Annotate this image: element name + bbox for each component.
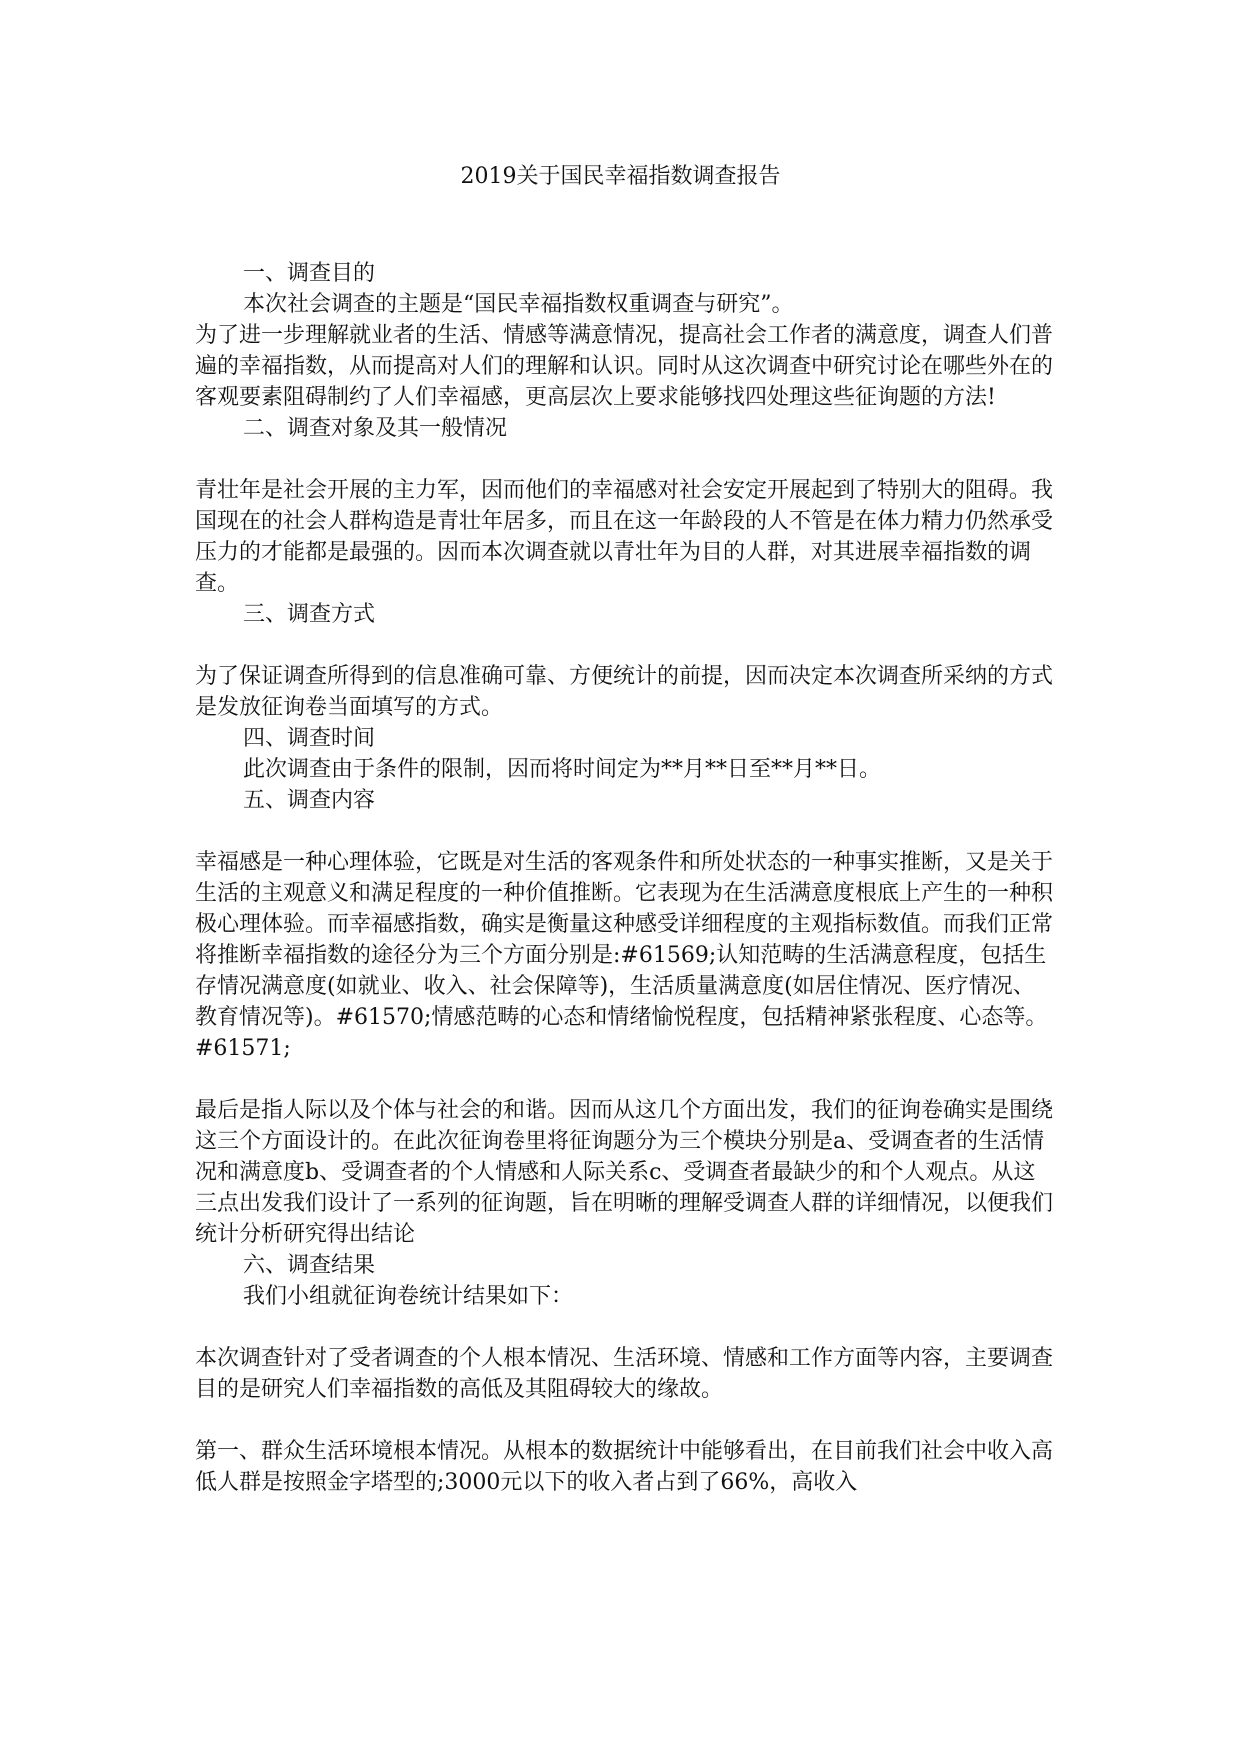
body-paragraph: 最后是指人际以及个体与社会的和谐。因而从这几个方面出发，我们的征询卷确实是围绕这三个方面设计的。在此次征询卷里将征询题分为三个模块分别是a、受调查者的生活情况和满意度b、受调查者的个人情感和人际关系c、受调查者最缺少的和个人观点。从这三点出发我们设计了一系列的征询题，旨在明晰的理解受调查人群的详细情况，以便我们统计分析研究得出结论 [195, 1098, 1054, 1247]
section-heading: 三、调查方式 [243, 602, 376, 627]
document-title: 2019关于国民幸福指数调查报告 [460, 164, 781, 189]
body-paragraph: 本次社会调查的主题是“国民幸福指数权重调查与研究”。 [243, 292, 794, 317]
body-paragraph: 为了保证调查所得到的信息准确可靠、方便统计的前提，因而决定本次调查所采纳的方式是发放征询卷当面填写的方式。 [195, 664, 1054, 720]
section-heading: 四、调查时间 [243, 726, 376, 751]
body-paragraph: 幸福感是一种心理体验，它既是对生活的客观条件和所处状态的一种事实推断，又是关于生活的主观意义和满足程度的一种价值推断。它表现为在生活满意度根底上产生的一种积极心理体验。而幸福感指数，确实是衡量这种感受详细程度的主观指标数值。而我们正常将推断幸福指数的途径分为三个方面分别是:#61569;认知范畴的生活满意程度，包括生存情况满意度(如就业、收入、社会保障等)，生活质量满意度(如居住情况、医疗情况、教育情况等)。#61570;情感范畴的心态和情绪愉悦程度，包括精神紧张程度、心态等。#61571; [195, 850, 1054, 1061]
section-heading: 一、调查目的 [243, 261, 376, 286]
body-paragraph: 我们小组就征询卷统计结果如下： [243, 1284, 574, 1309]
section-heading: 二、调查对象及其一般情况 [243, 416, 508, 441]
body-paragraph: 为了进一步理解就业者的生活、情感等满意情况，提高社会工作者的满意度，调查人们普遍的幸福指数，从而提高对人们的理解和认识。同时从这次调查中研究讨论在哪些外在的客观要素阻碍制约了人们幸福感，更高层次上要求能够找四处理这些征询题的方法! [195, 323, 1054, 410]
section-heading: 五、调查内容 [243, 788, 376, 813]
body-paragraph: 此次调查由于条件的限制，因而将时间定为**月**日至**月**日。 [243, 757, 882, 782]
body-paragraph: 本次调查针对了受者调查的个人根本情况、生活环境、情感和工作方面等内容，主要调查目的是研究人们幸福指数的高低及其阻碍较大的缘故。 [195, 1346, 1054, 1402]
body-paragraph: 青壮年是社会开展的主力军，因而他们的幸福感对社会安定开展起到了特别大的阻碍。我国现在的社会人群构造是青壮年居多，而且在这一年龄段的人不管是在体力精力仍然承受压力的才能都是最强的。因而本次调查就以青壮年为目的人群，对其进展幸福指数的调查。 [195, 478, 1054, 596]
document-body [195, 258, 1053, 1498]
section-heading: 六、调查结果 [243, 1253, 376, 1278]
body-paragraph: 第一、群众生活环境根本情况。从根本的数据统计中能够看出，在目前我们社会中收入高低人群是按照金字塔型的;3000元以下的收入者占到了66%，高收入 [195, 1439, 1054, 1495]
